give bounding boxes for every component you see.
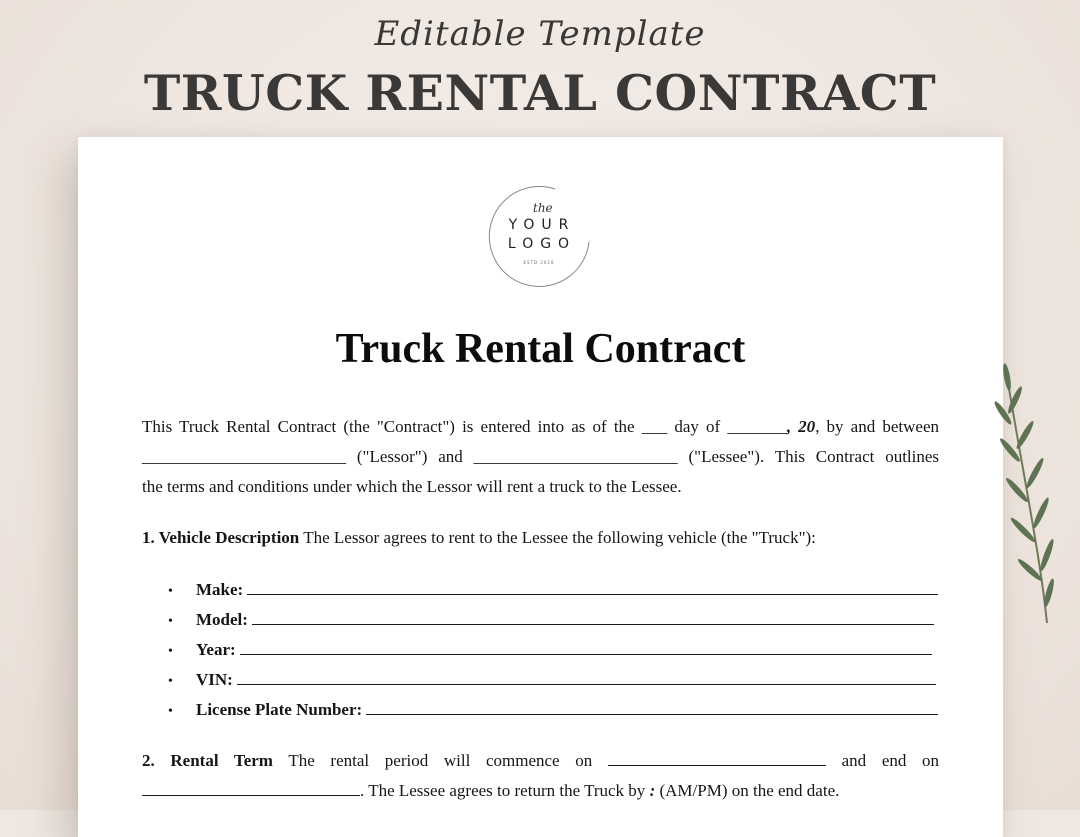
bullet: • [168, 614, 173, 629]
rental-term-line-1 [142, 746, 939, 776]
intro-line-2 [142, 442, 939, 472]
list-item [168, 665, 938, 695]
list-item [168, 605, 938, 635]
section-heading: 1. Vehicle Description [142, 528, 300, 547]
field-label-year: Year: [196, 640, 236, 659]
section-heading: 2. Rental Term [142, 751, 273, 770]
list-item [168, 575, 938, 605]
bullet: • [168, 644, 173, 659]
intro-line-1 [142, 412, 939, 442]
section-rental-term [142, 746, 939, 806]
make-field[interactable] [247, 576, 938, 595]
document-title: Truck Rental Contract [335, 326, 746, 372]
intro-text: day of [674, 417, 721, 436]
section-text: The Lessor agrees to rent to the Lessee the following vehicle (the "Truck"): [303, 528, 816, 547]
year-prefix: , 20 [786, 417, 816, 436]
intro-text: This Truck Rental Contract (the "Contract") is entered into as of the [142, 417, 635, 436]
section-text: (AM/PM) on the end date. [659, 781, 840, 800]
header-title: TRUCK RENTAL CONTRACT [143, 64, 937, 122]
logo-the: the [533, 201, 553, 215]
document-page [78, 137, 1003, 837]
date-fragment [727, 417, 939, 436]
model-field[interactable] [252, 606, 934, 625]
month-blank: _______ [727, 417, 787, 436]
section-text: . The Lessee agrees to return the Truck by [360, 781, 646, 800]
field-label-model: Model: [196, 610, 248, 629]
lessor-blank: ________________________ [142, 447, 346, 466]
logo [487, 182, 597, 292]
field-label-license-plate: License Plate Number: [196, 700, 363, 719]
vin-field[interactable] [237, 666, 936, 685]
header-script-line: Editable Template [374, 14, 706, 54]
license-plate-field[interactable] [366, 696, 938, 715]
intro-line-3: the terms and conditions under which the Lessor will rent a truck to the Lessee. [142, 477, 682, 496]
time-blank: : [649, 781, 656, 800]
bullet: • [168, 584, 173, 599]
list-item [168, 635, 938, 665]
section-text: The rental period will commence on [288, 751, 593, 770]
section-text: and end on [841, 751, 940, 770]
day-blank: ___ [641, 417, 668, 436]
start-date-field[interactable] [608, 749, 826, 766]
section-vehicle-description [142, 523, 939, 553]
intro-paragraph [142, 412, 939, 502]
intro-text: ("Lessee"). This Contract outlines [688, 447, 940, 466]
logo-line2: LOGO [507, 236, 577, 252]
olive-sprig-decoration [985, 355, 1075, 630]
bullet: • [168, 704, 173, 719]
bullet: • [168, 674, 173, 689]
intro-text: , by and between [815, 417, 939, 436]
field-label-vin: VIN: [196, 670, 233, 689]
year-field[interactable] [240, 636, 932, 655]
field-label-make: Make: [196, 580, 244, 599]
rental-term-line-2 [142, 776, 939, 806]
intro-text: ("Lessor") and [356, 447, 463, 466]
logo-line1: YOUR [508, 217, 576, 233]
list-item [168, 695, 938, 725]
end-date-field[interactable] [142, 779, 360, 796]
lessee-blank: ________________________ [473, 447, 678, 466]
logo-est: ESTD 2016 [523, 260, 555, 265]
vehicle-field-list [168, 575, 938, 725]
